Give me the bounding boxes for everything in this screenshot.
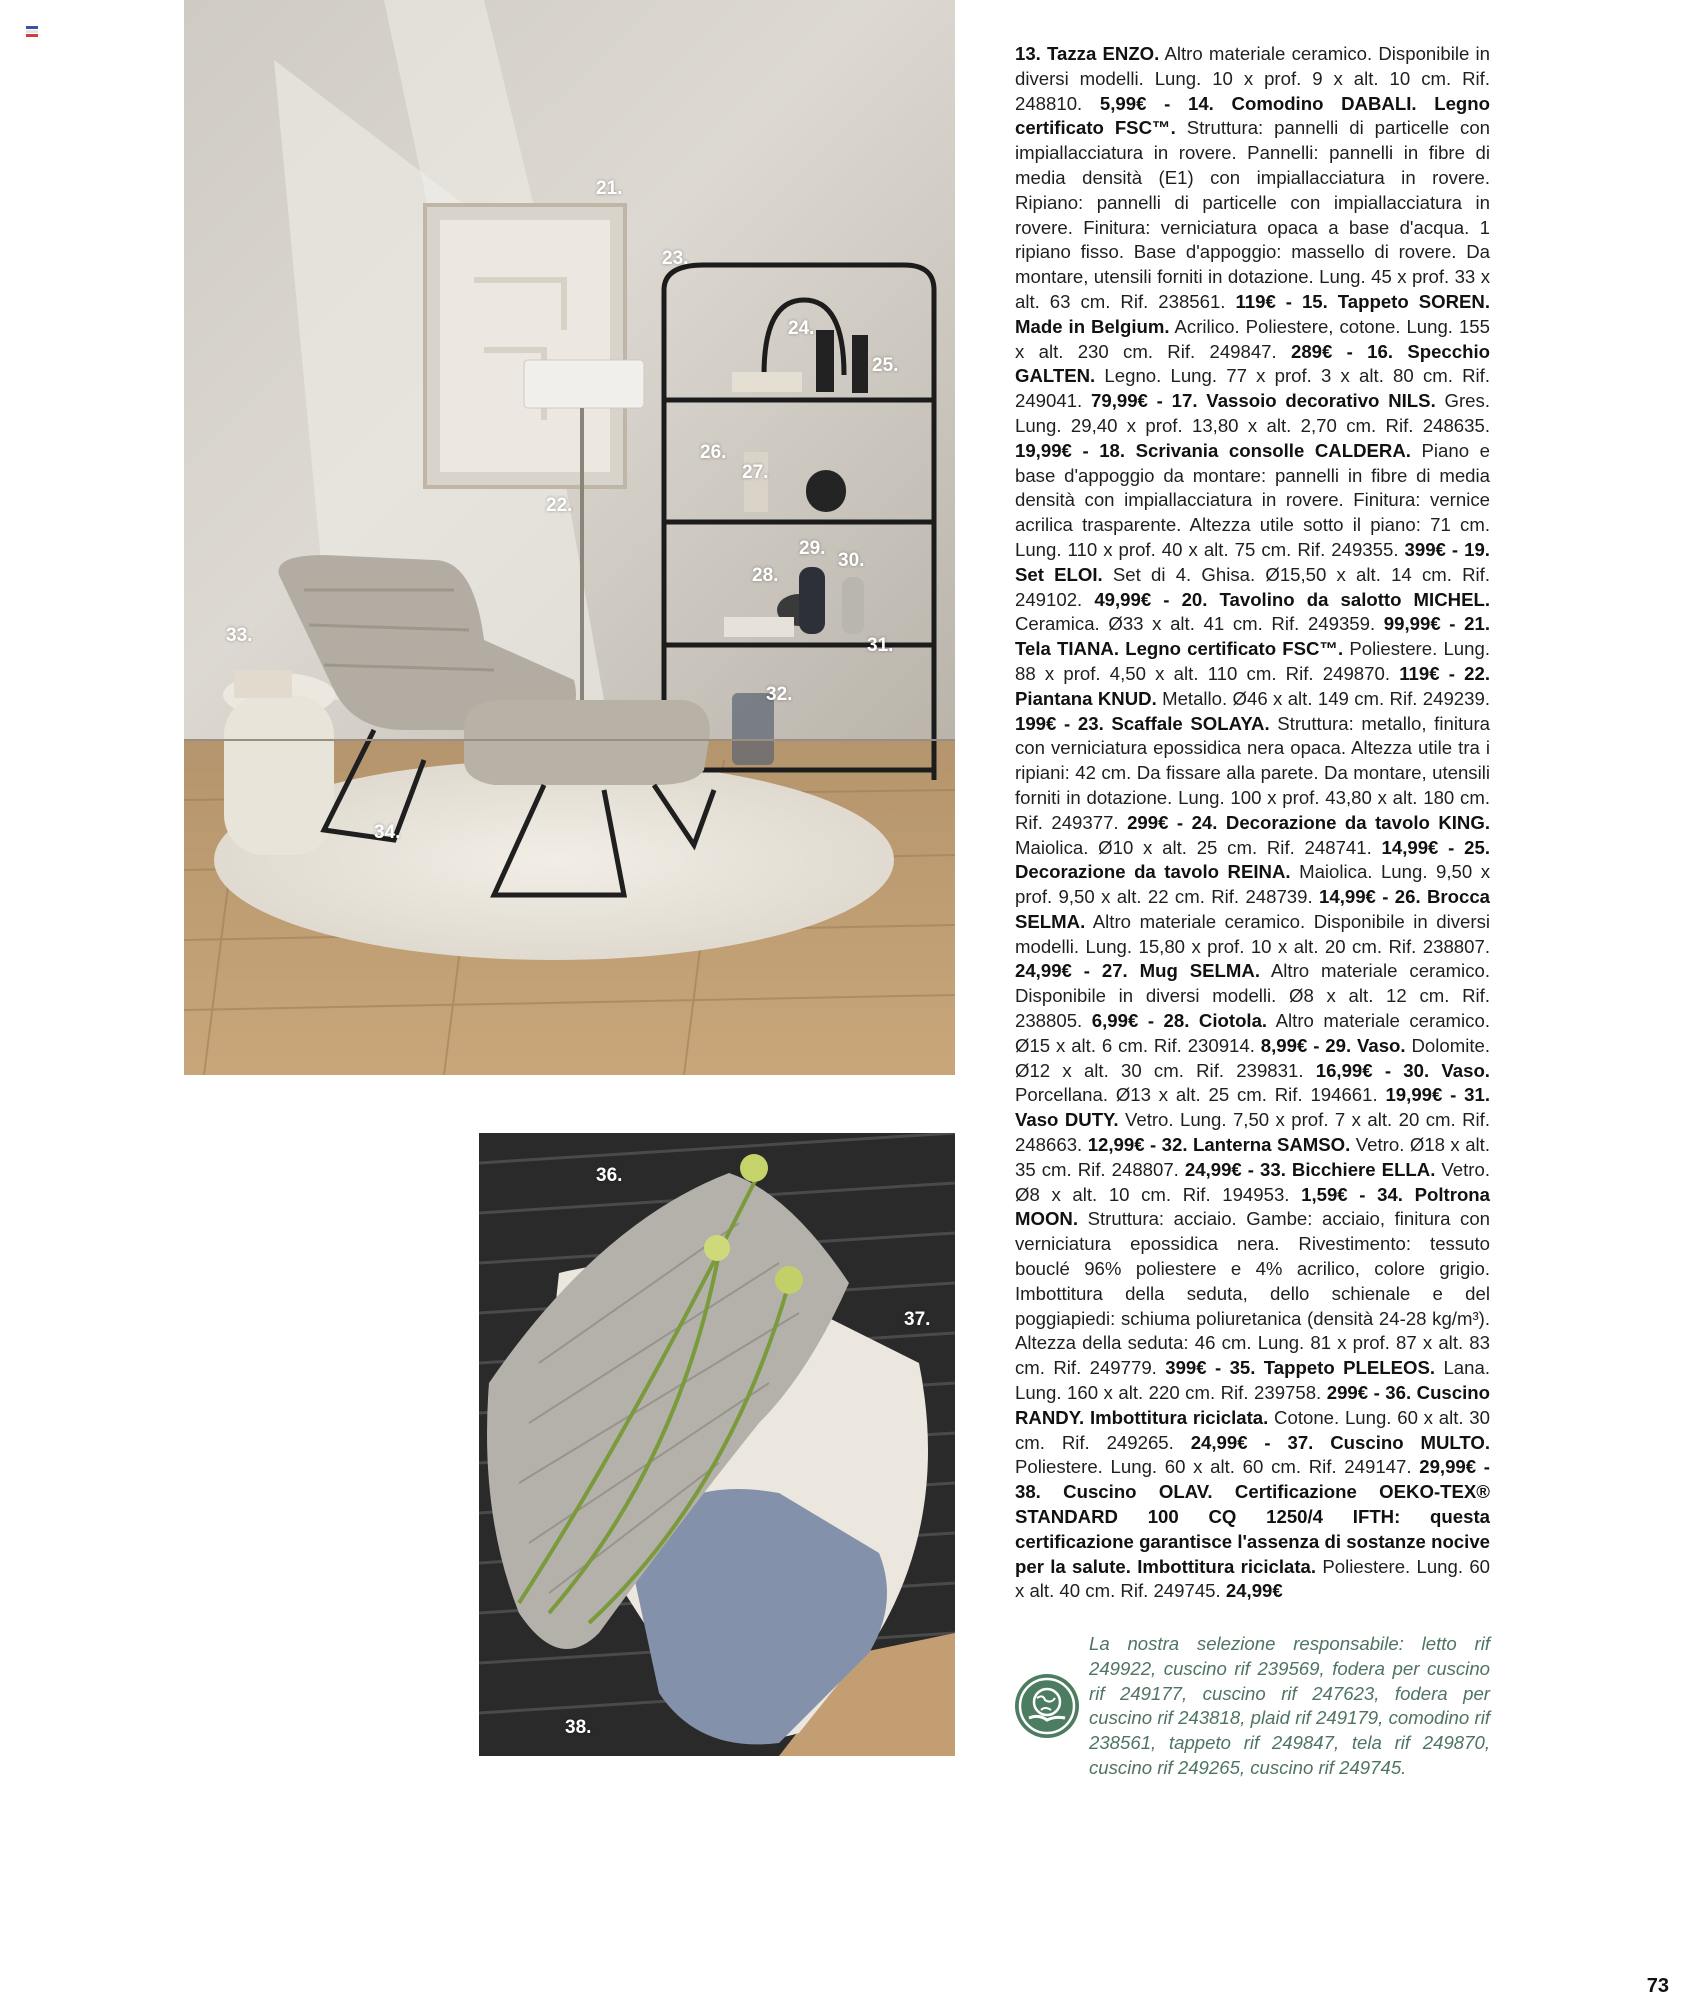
product-description (1015, 42, 1490, 1604)
photo-label: 36. (596, 1165, 623, 1186)
responsible-selection-text: La nostra selezione responsabile: letto rif 249922, cuscino rif 239569, fodera per cuscino rif 249177, cuscino rif 247623, fodera per cuscino rif 243818, plaid rif 249179, comodino rif 238561, tappeto rif 249847, tela rif 249870, cuscino rif 249265, cuscino rif 249745. (1089, 1633, 1490, 1778)
product-heading: 1,59€ - 34. Poltrona MOON. (1015, 1183, 1490, 1230)
product-heading: 119€ - 15. Tappeto SOREN. Made in Belgium. (1015, 290, 1490, 337)
photo-label: 27. (742, 462, 769, 483)
product-details: Maiolica. Ø10 x alt. 25 cm. Rif. 248741. (1015, 836, 1382, 858)
product-details: Vetro. Ø8 x alt. 10 cm. Rif. 194953. (1015, 1158, 1490, 1205)
product-details: Cotone. Lung. 60 x alt. 30 cm. Rif. 249265. (1015, 1406, 1490, 1453)
product-details: Legno. Lung. 77 x prof. 3 x alt. 80 cm. Rif. 249041. (1015, 365, 1490, 412)
product-details: Struttura: metallo, finitura con verniciatura epossidica nera opaca. Altezza utile tra i ripiani: 42 cm. Da fissare alla parete. Da montare, utensili forniti in dotazione. Lung. 100 x prof. 43,80 x alt. 180 cm. Rif. 249377. (1015, 712, 1490, 833)
photo-label: 28. (752, 565, 779, 586)
product-details: Altro materiale ceramico. Disponibile in diversi modelli. Ø8 x alt. 12 cm. Rif. 238805. (1015, 960, 1490, 1032)
photo-label: 24. (788, 318, 815, 339)
product-heading: 289€ - 16. Specchio GALTEN. (1015, 340, 1490, 387)
product-heading: 99,99€ - 21. Tela TIANA. Legno certificato FSC™. (1015, 613, 1490, 660)
photo-label: 33. (226, 625, 253, 646)
flag-icon (26, 26, 38, 36)
photo-label: 22. (546, 495, 573, 516)
product-heading: 19,99€ - 31. Vaso DUTY. (1015, 1084, 1490, 1131)
product-details: Vetro. Ø18 x alt. 35 cm. Rif. 248807. (1015, 1134, 1490, 1180)
product-heading: 79,99€ - 17. Vassoio decorativo NILS. (1091, 390, 1436, 412)
photo-label: 29. (799, 538, 826, 559)
flag-stripe (26, 30, 38, 33)
product-heading: 16,99€ - 30. Vaso. (1315, 1059, 1490, 1081)
product-heading: 6,99€ - 28. Ciotola. (1091, 1010, 1268, 1032)
product-heading: 119€ - 22. Piantana KNUD. (1015, 662, 1490, 709)
flag-stripe (26, 34, 38, 37)
product-heading: 24,99€ - 37. Cuscino MULTO. (1190, 1431, 1490, 1453)
product-details: Lana. Lung. 160 x alt. 220 cm. Rif. 239758. (1015, 1357, 1490, 1404)
product-details: Maiolica. Lung. 9,50 x prof. 9,50 x alt. 22 cm. Rif. 248739. (1015, 861, 1490, 908)
product-heading: 13. Tazza ENZO. (1015, 43, 1160, 64)
product-details: Ceramica. Ø33 x alt. 41 cm. Rif. 249359. (1015, 613, 1384, 635)
photo-label: 38. (565, 1717, 592, 1738)
product-heading: 399€ - 19. Set ELOI. (1015, 538, 1490, 585)
photo-label: 21. (596, 178, 623, 199)
product-heading: 8,99€ - 29. Vaso. (1260, 1034, 1406, 1056)
product-details: Poliestere. Lung. 60 x alt. 60 cm. Rif. 249147. (1015, 1456, 1420, 1478)
photo-label: 32. (766, 684, 793, 705)
photo-label: 25. (872, 355, 899, 376)
product-heading: 24,99€ - 33. Bicchiere ELLA. (1184, 1158, 1436, 1180)
product-details: Acrilico. Poliestere, cotone. Lung. 155 x alt. 230 cm. Rif. 249847. (1015, 315, 1490, 362)
product-details: Porcellana. Ø13 x alt. 25 cm. Rif. 194661. (1015, 1084, 1386, 1106)
cushions-photo (479, 1133, 955, 1756)
product-heading: 399€ - 35. Tappeto PLELEOS. (1165, 1357, 1436, 1379)
responsible-selection (1015, 1632, 1490, 1792)
product-details: Piano e base d'appoggio da montare: pannelli in fibre di media densità con impiallacciatura in rovere. Finitura: vernice acrilica trasparente. Altezza utile sotto il piano: 71 cm. Lung. 110 x prof. 40 x alt. 75 cm. Rif. 249355. (1015, 439, 1490, 560)
product-details: Gres. Lung. 29,40 x prof. 13,80 x alt. 2,70 cm. Rif. 248635. (1015, 390, 1490, 436)
product-heading: 19,99€ - 18. Scrivania consolle CALDERA. (1015, 439, 1411, 461)
product-heading: 12,99€ - 32. Lanterna SAMSO. (1087, 1134, 1351, 1156)
photo-label: 26. (700, 442, 727, 463)
product-details: Poliestere. Lung. 88 x prof. 4,50 x alt. 110 cm. Rif. 249870. (1015, 638, 1490, 684)
photo-label: 30. (838, 550, 865, 571)
product-details: Vetro. Lung. 7,50 x prof. 7 x alt. 20 cm. Rif. 248663. (1015, 1109, 1490, 1156)
product-heading: 5,99€ - 14. Comodino DABALI. Legno certificato FSC™. (1015, 92, 1490, 139)
product-details: Poliestere. Lung. 60 x alt. 40 cm. Rif. 249745. (1015, 1555, 1490, 1602)
globe-hand-icon (1015, 1674, 1079, 1738)
product-details: Dolomite. Ø12 x alt. 30 cm. Rif. 239831. (1015, 1034, 1491, 1081)
page-number: 73 (1646, 1975, 1669, 1997)
product-details: Altro materiale ceramico. Disponibile in diversi modelli. Lung. 10 x prof. 9 x alt. 10 cm. Rif. 248810. (1015, 43, 1490, 114)
product-heading: 24,99€ (1225, 1580, 1283, 1602)
product-heading: 24,99€ - 27. Mug SELMA. (1015, 960, 1260, 982)
product-details: Struttura: acciaio. Gambe: acciaio, finitura con verniciatura epossidica nera. Rivestimento: tessuto bouclé 96% poliestere e 4% acrilico, colore grigio. Imbottitura della seduta, dello schienale e del poggiapiedi: schiuma poliuretanica (densità 24-28 kg/m³). Altezza della seduta: 46 cm. Lung. 81 x prof. 87 x alt. 83 cm. Rif. 249779. (1015, 1208, 1490, 1379)
lounge-scene-photo (184, 0, 955, 1075)
product-heading: 14,99€ - 25. Decorazione da tavolo REINA. (1015, 836, 1490, 883)
product-details: Set di 4. Ghisa. Ø15,50 x alt. 14 cm. Rif. 249102. (1015, 563, 1491, 610)
product-heading: 299€ - 36. Cuscino RANDY. Imbottitura riciclata. (1015, 1382, 1490, 1428)
product-heading: 199€ - 23. Scaffale SOLAYA. (1015, 712, 1270, 734)
photo-label: 34. (374, 822, 401, 843)
photo-label: 37. (904, 1309, 931, 1330)
flag-stripe (26, 26, 38, 29)
product-details: Struttura: pannelli di particelle con impiallacciatura in rovere. Pannelli: pannelli in fibre di media densità (E1) con impiallacciatura in rovere. Ripiano: pannelli di particelle con impiallacciatura in rovere. Finitura: verniciatura opaca a base d'acqua. 1 ripiano fisso. Base d'appoggio: massello di rovere. Da montare, utensili forniti in dotazione. Lung. 45 x prof. 33 x alt. 63 cm. Rif. 238561. (1015, 117, 1491, 312)
product-heading: 49,99€ - 20. Tavolino da salotto MICHEL. (1094, 588, 1490, 610)
product-details: Altro materiale ceramico. Disponibile in diversi modelli. Lung. 15,80 x prof. 10 x alt. 20 cm. Rif. 238807. (1015, 910, 1490, 957)
product-heading: 14,99€ - 26. Brocca SELMA. (1015, 886, 1491, 932)
photo-label: 23. (662, 248, 689, 269)
product-details: Metallo. Ø46 x alt. 149 cm. Rif. 249239. (1156, 687, 1490, 709)
product-heading: 29,99€ - 38. Cuscino OLAV. Certificazione OEKO-TEX® STANDARD 100 CQ 1250/4 IFTH: questa certificazione garantisce l'assenza di sostanze nocive per la salute. Imbottitura riciclata. (1015, 1456, 1491, 1577)
photo-label: 31. (867, 635, 894, 656)
product-heading: 299€ - 24. Decorazione da tavolo KING. (1127, 811, 1490, 833)
product-details: Altro materiale ceramico. Ø15 x alt. 6 cm. Rif. 230914. (1015, 1010, 1490, 1056)
